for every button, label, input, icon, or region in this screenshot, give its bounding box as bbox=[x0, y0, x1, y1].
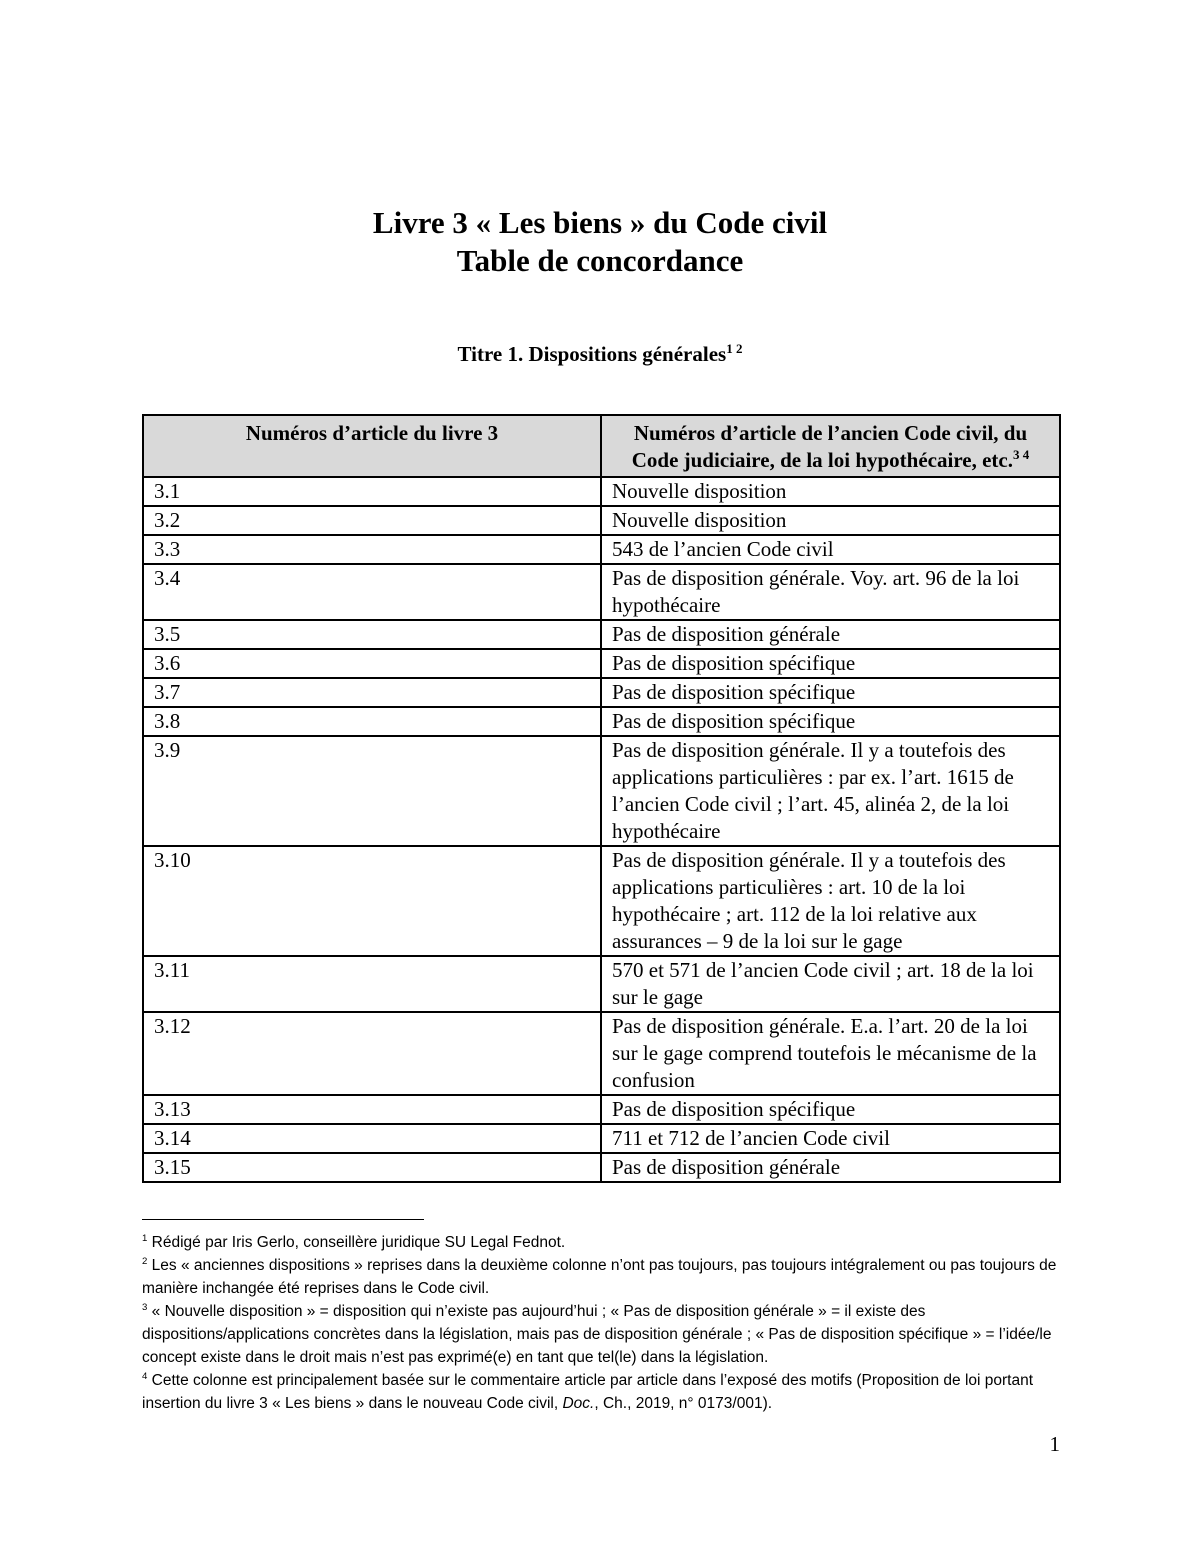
concordance-cell: Pas de disposition spécifique bbox=[601, 1095, 1060, 1124]
page-number: 1 bbox=[1049, 1432, 1060, 1456]
table-row bbox=[143, 1124, 1060, 1153]
concordance-cell: Pas de disposition générale. Voy. art. 96 de la loi hypothécaire bbox=[601, 564, 1060, 620]
table-row bbox=[143, 707, 1060, 736]
concordance-cell: Nouvelle disposition bbox=[601, 506, 1060, 535]
section-heading bbox=[0, 340, 1200, 368]
concordance-cell: Pas de disposition générale bbox=[601, 620, 1060, 649]
column-header-old-code bbox=[601, 415, 1060, 477]
table-row bbox=[143, 506, 1060, 535]
concordance-table bbox=[142, 414, 1061, 1183]
footnote-4 bbox=[142, 1369, 1062, 1415]
footnote-text: Cette colonne est principalement basée sur le commentaire article par article dans l’exposé des motifs (Proposition de loi portant insertion du livre 3 « Les biens » dans le nouveau Code civil, bbox=[142, 1372, 1034, 1412]
footnote-2 bbox=[142, 1254, 1062, 1300]
table-row bbox=[143, 846, 1060, 956]
concordance-cell: Pas de disposition spécifique bbox=[601, 649, 1060, 678]
table-row bbox=[143, 620, 1060, 649]
title-line-1: Livre 3 « Les biens » du Code civil bbox=[372, 205, 828, 240]
table-row bbox=[143, 1095, 1060, 1124]
concordance-cell: Nouvelle disposition bbox=[601, 477, 1060, 506]
article-number-cell: 3.10 bbox=[143, 846, 601, 956]
table-row bbox=[143, 649, 1060, 678]
article-number-cell: 3.3 bbox=[143, 535, 601, 564]
footnote-separator bbox=[142, 1219, 424, 1220]
table-row bbox=[143, 1153, 1060, 1182]
concordance-cell: 543 de l’ancien Code civil bbox=[601, 535, 1060, 564]
footnote-text-end: , Ch., 2019, n° 0173/001). bbox=[594, 1395, 773, 1412]
footnote-number: 4 bbox=[142, 1370, 148, 1382]
table-row bbox=[143, 736, 1060, 846]
footnote-text: « Nouvelle disposition » = disposition qui n’existe pas aujourd’hui ; « Pas de disposition générale » = il existe des dispositions/applications concrètes dans la législation, mais pas de disposition générale ; « Pas de disposition spécifique » = l’idée/le concept existe dans le droit mais n’est pas exprimé(e) en tant que tel(le) dans la législation. bbox=[142, 1303, 1052, 1366]
article-number-cell: 3.15 bbox=[143, 1153, 601, 1182]
document-title bbox=[0, 204, 1200, 280]
article-number-cell: 3.8 bbox=[143, 707, 601, 736]
footnote-number: 3 bbox=[142, 1301, 148, 1313]
table-row bbox=[143, 1012, 1060, 1095]
article-number-cell: 3.9 bbox=[143, 736, 601, 846]
column-header-old-code-label: Numéros d’article de l’ancien Code civil, du Code judiciaire, de la loi hypothécaire, etc. bbox=[631, 421, 1028, 472]
article-number-cell: 3.7 bbox=[143, 678, 601, 707]
footnote-text-italic: Doc. bbox=[562, 1395, 595, 1412]
footnote-number: 1 bbox=[142, 1232, 148, 1244]
concordance-cell: Pas de disposition générale. E.a. l’art. 20 de la loi sur le gage comprend toutefois le mécanisme de la confusion bbox=[601, 1012, 1060, 1095]
concordance-cell: 570 et 571 de l’ancien Code civil ; art. 18 de la loi sur le gage bbox=[601, 956, 1060, 1012]
article-number-cell: 3.13 bbox=[143, 1095, 601, 1124]
article-number-cell: 3.11 bbox=[143, 956, 601, 1012]
table-row bbox=[143, 564, 1060, 620]
footnote-number: 2 bbox=[142, 1255, 148, 1267]
column-header-book3 bbox=[143, 415, 601, 477]
concordance-cell: Pas de disposition spécifique bbox=[601, 678, 1060, 707]
column-header-book3-label: Numéros d’article du livre 3 bbox=[245, 421, 499, 445]
concordance-cell: Pas de disposition générale. Il y a toutefois des applications particulières : art. 10 de la loi hypothécaire ; art. 112 de la loi relative aux assurances – 9 de la loi sur le gage bbox=[601, 846, 1060, 956]
section-heading-footnote-refs: 1 2 bbox=[726, 341, 743, 356]
table-body bbox=[143, 477, 1060, 1182]
title-line-2: Table de concordance bbox=[456, 243, 744, 278]
table-header-row bbox=[143, 415, 1060, 477]
article-number-cell: 3.6 bbox=[143, 649, 601, 678]
footnote-text: Rédigé par Iris Gerlo, conseillère juridique SU Legal Fednot. bbox=[151, 1234, 566, 1251]
footnotes bbox=[142, 1231, 1062, 1415]
column-header-footnote-refs: 3 4 bbox=[1012, 447, 1030, 462]
footnote-3 bbox=[142, 1300, 1062, 1369]
article-number-cell: 3.1 bbox=[143, 477, 601, 506]
footnote-1 bbox=[142, 1231, 1062, 1254]
article-number-cell: 3.2 bbox=[143, 506, 601, 535]
table-row bbox=[143, 678, 1060, 707]
concordance-cell: Pas de disposition spécifique bbox=[601, 707, 1060, 736]
concordance-cell: 711 et 712 de l’ancien Code civil bbox=[601, 1124, 1060, 1153]
article-number-cell: 3.12 bbox=[143, 1012, 601, 1095]
section-heading-text: Titre 1. Dispositions générales bbox=[457, 342, 727, 366]
concordance-cell: Pas de disposition générale. Il y a toutefois des applications particulières : par ex. l’art. 1615 de l’ancien Code civil ; l’art. 45, alinéa 2, de la loi hypothécaire bbox=[601, 736, 1060, 846]
table-row bbox=[143, 477, 1060, 506]
concordance-cell: Pas de disposition générale bbox=[601, 1153, 1060, 1182]
table-row bbox=[143, 956, 1060, 1012]
article-number-cell: 3.4 bbox=[143, 564, 601, 620]
article-number-cell: 3.5 bbox=[143, 620, 601, 649]
table-row bbox=[143, 535, 1060, 564]
article-number-cell: 3.14 bbox=[143, 1124, 601, 1153]
footnote-text: Les « anciennes dispositions » reprises dans la deuxième colonne n’ont pas toujours, pas toujours intégralement ou pas toujours de manière inchangée été reprises dans le Code civil. bbox=[142, 1257, 1057, 1297]
